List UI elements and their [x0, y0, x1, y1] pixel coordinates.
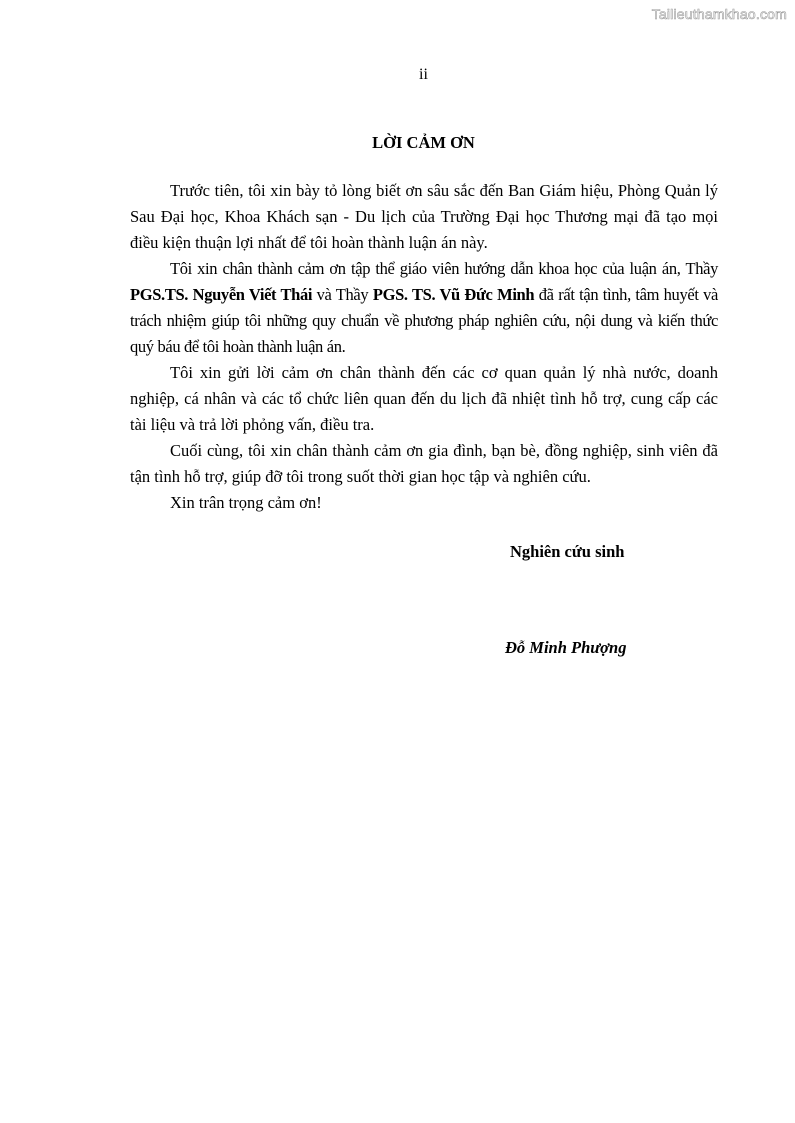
paragraph-3: Tôi xin gửi lời cảm ơn chân thành đến các cơ quan quản lý nhà nước, doanh nghiệp, cá nhân và các tổ chức liên quan đến du lịch đã nhiệt tình hỗ trợ, cung cấp các tài liệu và trả lời phỏng vấn, điều tra. [130, 363, 718, 434]
watermark-text: Tailieuthamkhao.com [651, 6, 787, 22]
advisor-1-name: PGS.TS. Nguyễn Viết Thái [130, 285, 313, 304]
paragraph-1: Trước tiên, tôi xin bày tỏ lòng biết ơn sâu sắc đến Ban Giám hiệu, Phòng Quản lý Sau Đại học, Khoa Khách sạn - Du lịch của Trường Đại học Thương mại đã tạo mọi điều kiện thuận lợi nhất để tôi hoàn thành luận án này. [130, 181, 718, 252]
paragraph-2-part-2: và Thầy [312, 285, 373, 304]
signature-name: Đỗ Minh Phượng [505, 638, 627, 657]
advisor-2-name: PGS. TS. Vũ Đức Minh [372, 285, 535, 304]
acknowledgement-body [130, 178, 718, 516]
paragraph-2 [130, 256, 718, 360]
paragraph-2-part-3: đã rất tận tình, tâm huyết và trách nhiệm giúp tôi những quy chuẩn về phương pháp nghiên cứu, nội dung và kiến thức quý báu để tôi hoàn thành luận án. [130, 285, 719, 356]
signature-role: Nghiên cứu sinh [510, 542, 625, 561]
page-number: ii [419, 66, 428, 83]
paragraph-5: Xin trân trọng cảm ơn! [170, 493, 322, 512]
paragraph-2-part-1: Tôi xin chân thành cảm ơn tập thể giáo viên hướng dẫn khoa học của luận án, Thầy [170, 259, 718, 278]
page-title: LỜI CẢM ƠN [372, 133, 475, 152]
paragraph-4: Cuối cùng, tôi xin chân thành cảm ơn gia đình, bạn bè, đồng nghiệp, sinh viên đã tận tình hỗ trợ, giúp đỡ tôi trong suốt thời gian học tập và nghiên cứu. [130, 441, 718, 486]
